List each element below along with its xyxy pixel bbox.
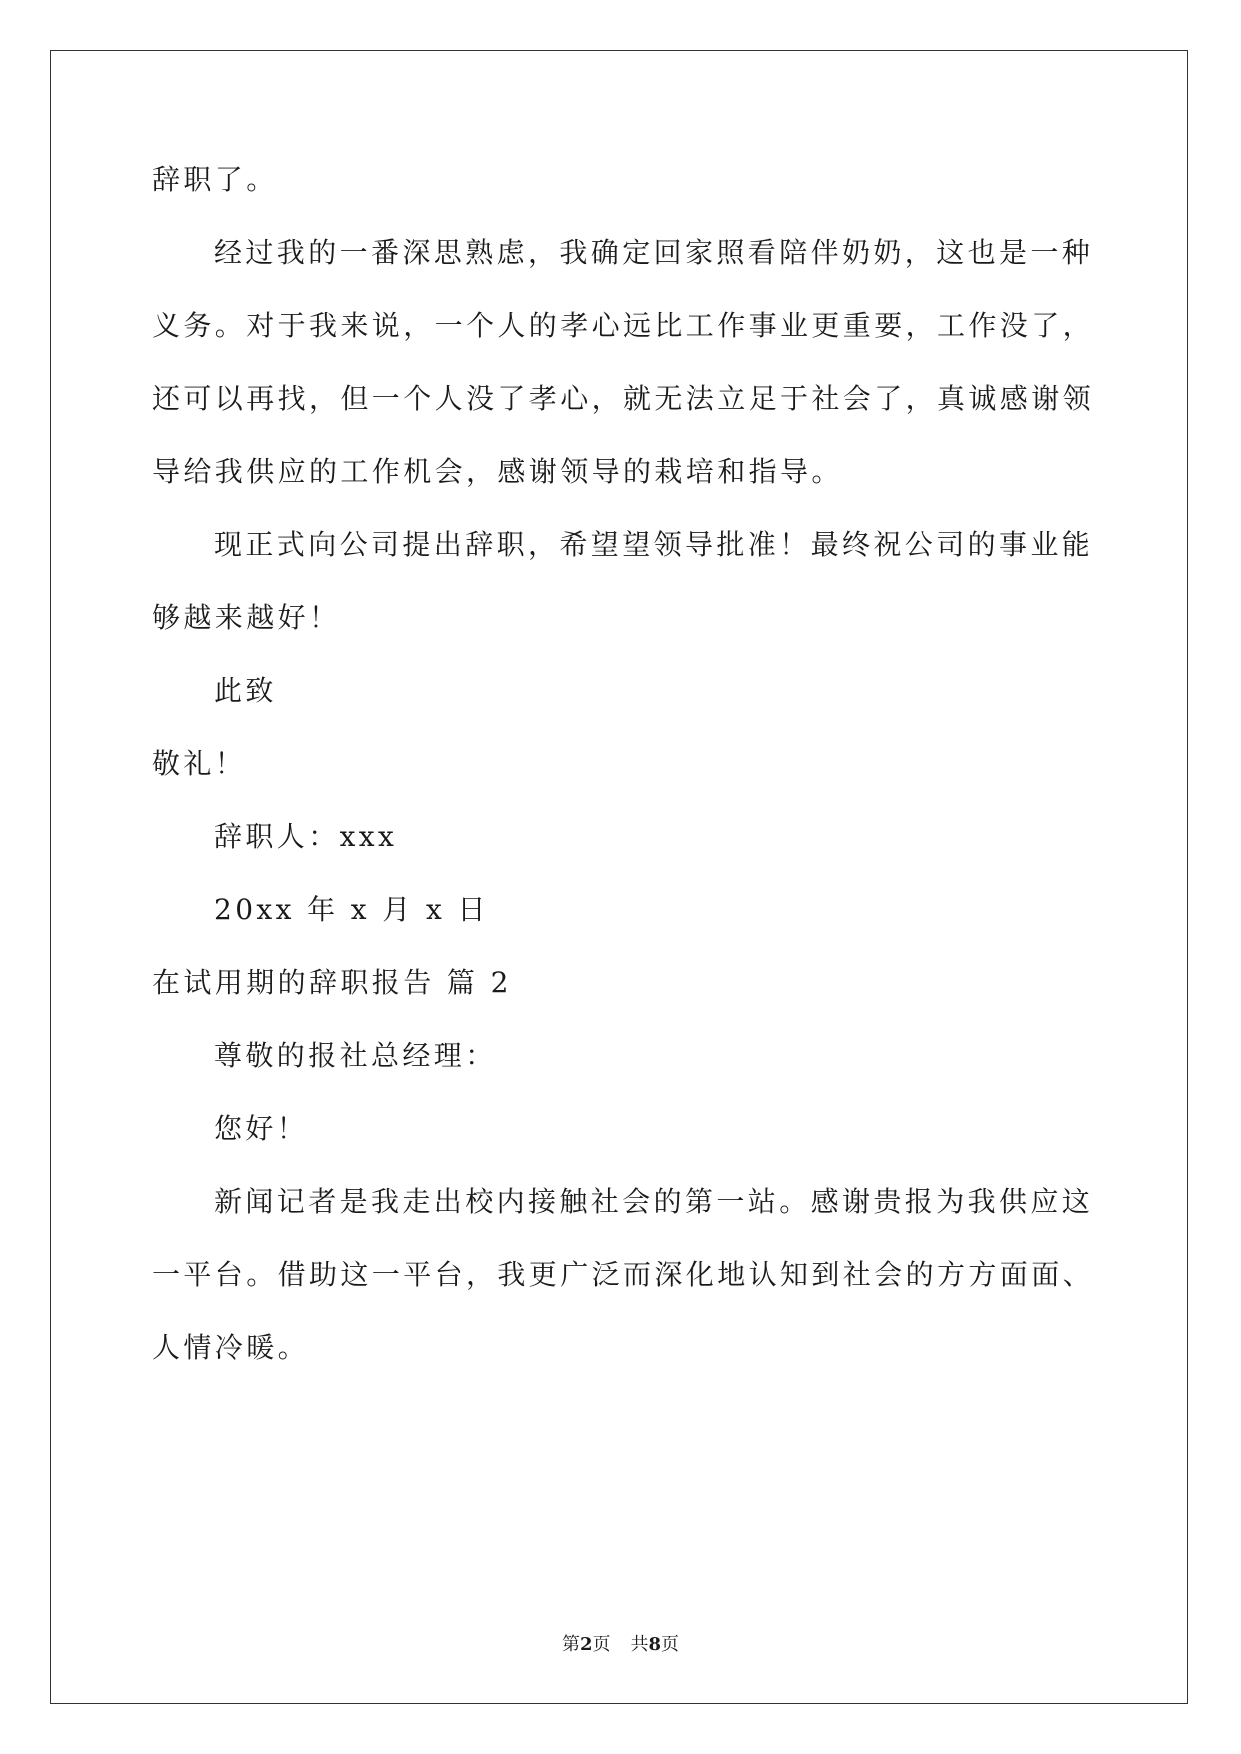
closing-salutation: 此致 [214,674,277,707]
total-suffix: 页 [661,1634,680,1655]
paragraph-line: 新闻记者是我走出校内接触社会的第一站。感谢贵报为我供应这 [214,1185,1094,1218]
paragraph-line: 一平台。借助这一平台，我更广泛而深化地认知到社会的方方面面、 [152,1258,1095,1291]
paragraph-line: 辞职了。 [152,163,278,196]
page-border [50,50,1188,1704]
paragraph-line: 人情冷暖。 [152,1331,310,1364]
page-suffix: 页 [592,1634,611,1655]
signature-line: 辞职人：xxx [214,820,398,853]
greeting-line: 您好！ [214,1112,309,1145]
page-number-current: 2 [579,1634,593,1655]
page-number-total: 8 [648,1634,662,1655]
paragraph-line: 导给我供应的工作机会，感谢领导的栽培和指导。 [152,455,843,488]
recipient-line: 尊敬的报社总经理： [214,1039,497,1072]
total-prefix: 共 [630,1634,649,1655]
section-heading: 在试用期的辞职报告 篇 2 [152,966,512,999]
paragraph-line: 义务。对于我来说，一个人的孝心远比工作事业更重要，工作没了， [152,309,1095,342]
paragraph-line: 够越来越好！ [152,601,341,634]
date-line: 20xx 年 x 月 x 日 [214,893,489,926]
closing-regards: 敬礼！ [152,747,247,780]
paragraph-line: 现正式向公司提出辞职，希望望领导批准！最终祝公司的事业能 [214,528,1094,561]
paragraph-line: 经过我的一番深思熟虑，我确定回家照看陪伴奶奶，这也是一种 [214,236,1094,269]
page-footer [0,1633,1241,1657]
page-prefix: 第 [561,1634,580,1655]
paragraph-line: 还可以再找，但一个人没了孝心，就无法立足于社会了，真诚感谢领 [152,382,1095,415]
